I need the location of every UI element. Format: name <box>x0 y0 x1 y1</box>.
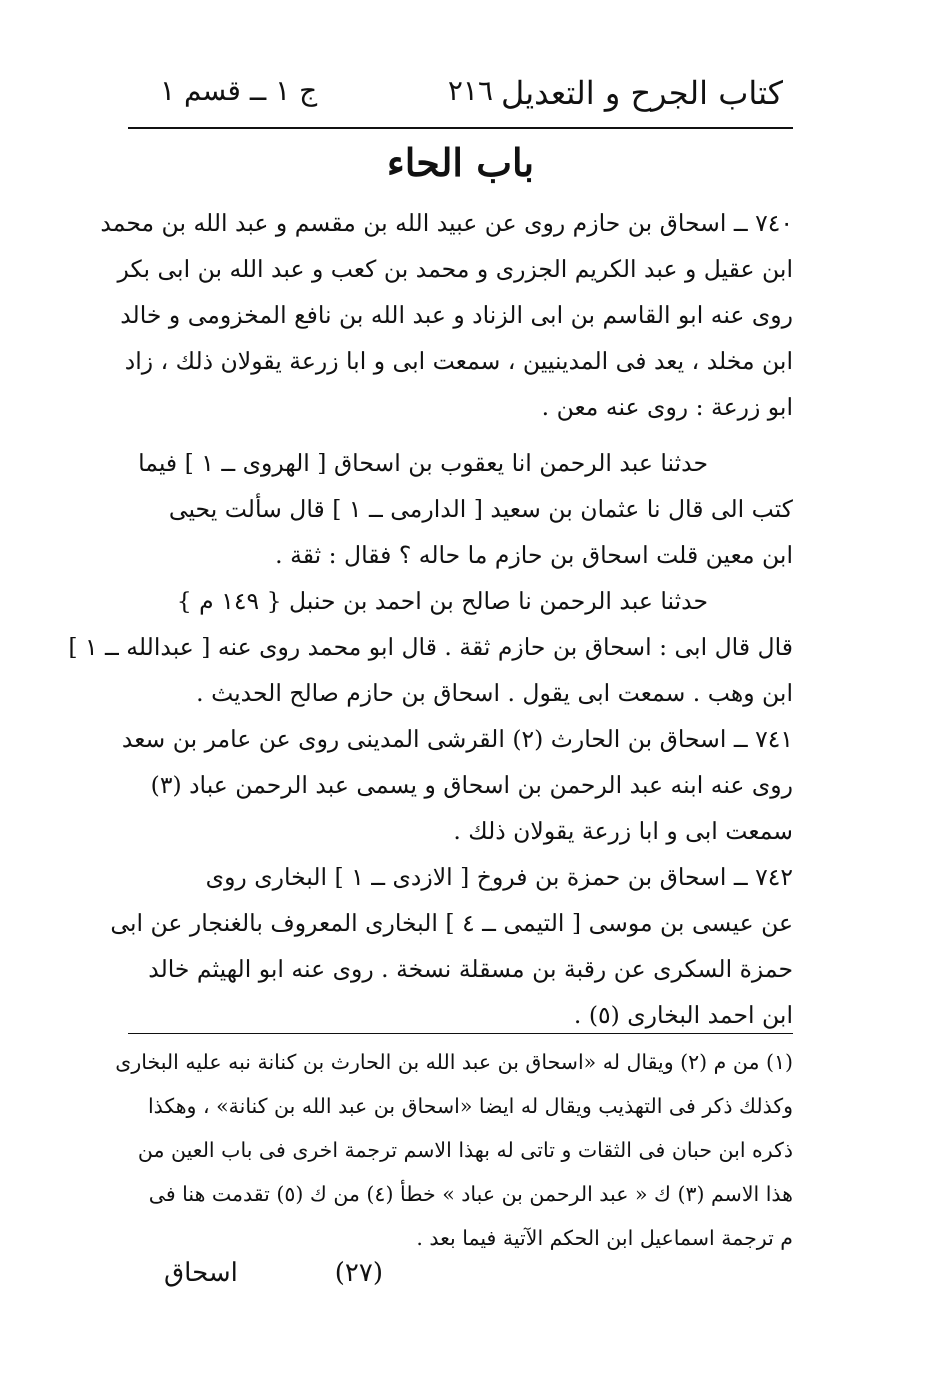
text-line: ابن وهب . سمعت ابى يقول . اسحاق بن حازم صالح الحديث . <box>196 679 793 707</box>
text-line: ابو زرعة : روى عنه معن . <box>541 393 793 421</box>
footnote-line: ذكره ابن حبان فى الثقات و تاتى له بهذا الاسم ترجمة اخرى فى باب العين من <box>137 1138 793 1162</box>
text-line: ابن احمد البخارى (٥) . <box>573 1001 793 1029</box>
footnote-line: هذا الاسم (٣) ك « عبد الرحمن بن عباد » خطأ (٤) من ك (٥) تقدمت هنا فى <box>148 1182 793 1206</box>
footnote-line: وكذلك ذكر فى التهذيب ويقال له ايضا «اسحاق بن عبد الله بن كنانة» ، وهكذا <box>147 1094 793 1118</box>
text-line: حدثنا عبد الرحمن نا صالح بن احمد بن حنبل { ١٤٩ م } <box>176 587 708 615</box>
text-line: حمزة السكرى عن رقبة بن مسقلة نسخة . روى عنه ابو الهيثم خالد <box>148 955 793 983</box>
page-number: ٢١٦ <box>447 74 493 107</box>
chapter-title: باب الحاء <box>386 140 535 185</box>
text-line: عن عيسى بن موسى [ التيمى ــ ٤ ] البخارى المعروف بالغنجار عن ابى <box>110 909 793 937</box>
text-line: ابن مخلد ، يعد فى المدينيين ، سمعت ابى و ابا زرعة يقولان ذلك ، زاد <box>124 347 793 375</box>
running-header <box>128 70 793 120</box>
page-footer <box>128 1258 793 1298</box>
volume-part: ج ١ ــ قسم ١ <box>160 74 318 107</box>
catchword: اسحاق <box>164 1258 238 1288</box>
text-line: روى عنه ابنه عبد الرحمن بن اسحاق و يسمى عبد الرحمن عباد (٣) <box>150 771 793 799</box>
signature-mark: (٢٧) <box>334 1258 383 1288</box>
header-rule <box>128 127 793 129</box>
text-line: سمعت ابى و ابا زرعة يقولان ذلك . <box>453 817 793 845</box>
text-line: ٧٤١ ــ اسحاق بن الحارث (٢) القرشى المدينى روى عن عامر بن سعد <box>121 725 793 753</box>
text-line: ابن معين قلت اسحاق بن حازم ما حاله ؟ فقال : ثقة . <box>275 541 793 569</box>
text-line: ٧٤٢ ــ اسحاق بن حمزة بن فروخ [ الازدى ــ ١ ] البخارى روى <box>205 863 793 891</box>
text-line: قال قال ابى : اسحاق بن حازم ثقة . قال ابو محمد روى عنه [ عبدالله ــ ١ ] <box>68 633 793 661</box>
footnote-line: م ترجمة اسماعيل ابن الحكم الآتية فيما بعد . <box>416 1226 793 1250</box>
text-line: روى عنه ابو القاسم بن ابى الزناد و عبد الله بن نافع المخزومى و خالد <box>120 301 793 329</box>
footnote-line: (١) من م (٢) ويقال له «اسحاق بن عبد الله بن الحارث بن كنانة نبه عليه البخارى <box>115 1050 793 1074</box>
text-line: ٧٤٠ ــ اسحاق بن حازم روى عن عبيد الله بن مقسم و عبد الله بن محمد <box>100 209 793 237</box>
text-line: كتب الى قال نا عثمان بن سعيد [ الدارمى ــ ١ ] قال سألت يحيى <box>168 495 793 523</box>
text-line: ابن عقيل و عبد الكريم الجزرى و محمد بن كعب و عبد الله بن ابى بكر <box>117 255 793 283</box>
footnote-rule <box>128 1033 793 1034</box>
book-title: كتاب الجرح و التعديل <box>500 74 783 112</box>
text-line: حدثنا عبد الرحمن انا يعقوب بن اسحاق [ الهروى ــ ١ ] فيما <box>138 449 708 477</box>
